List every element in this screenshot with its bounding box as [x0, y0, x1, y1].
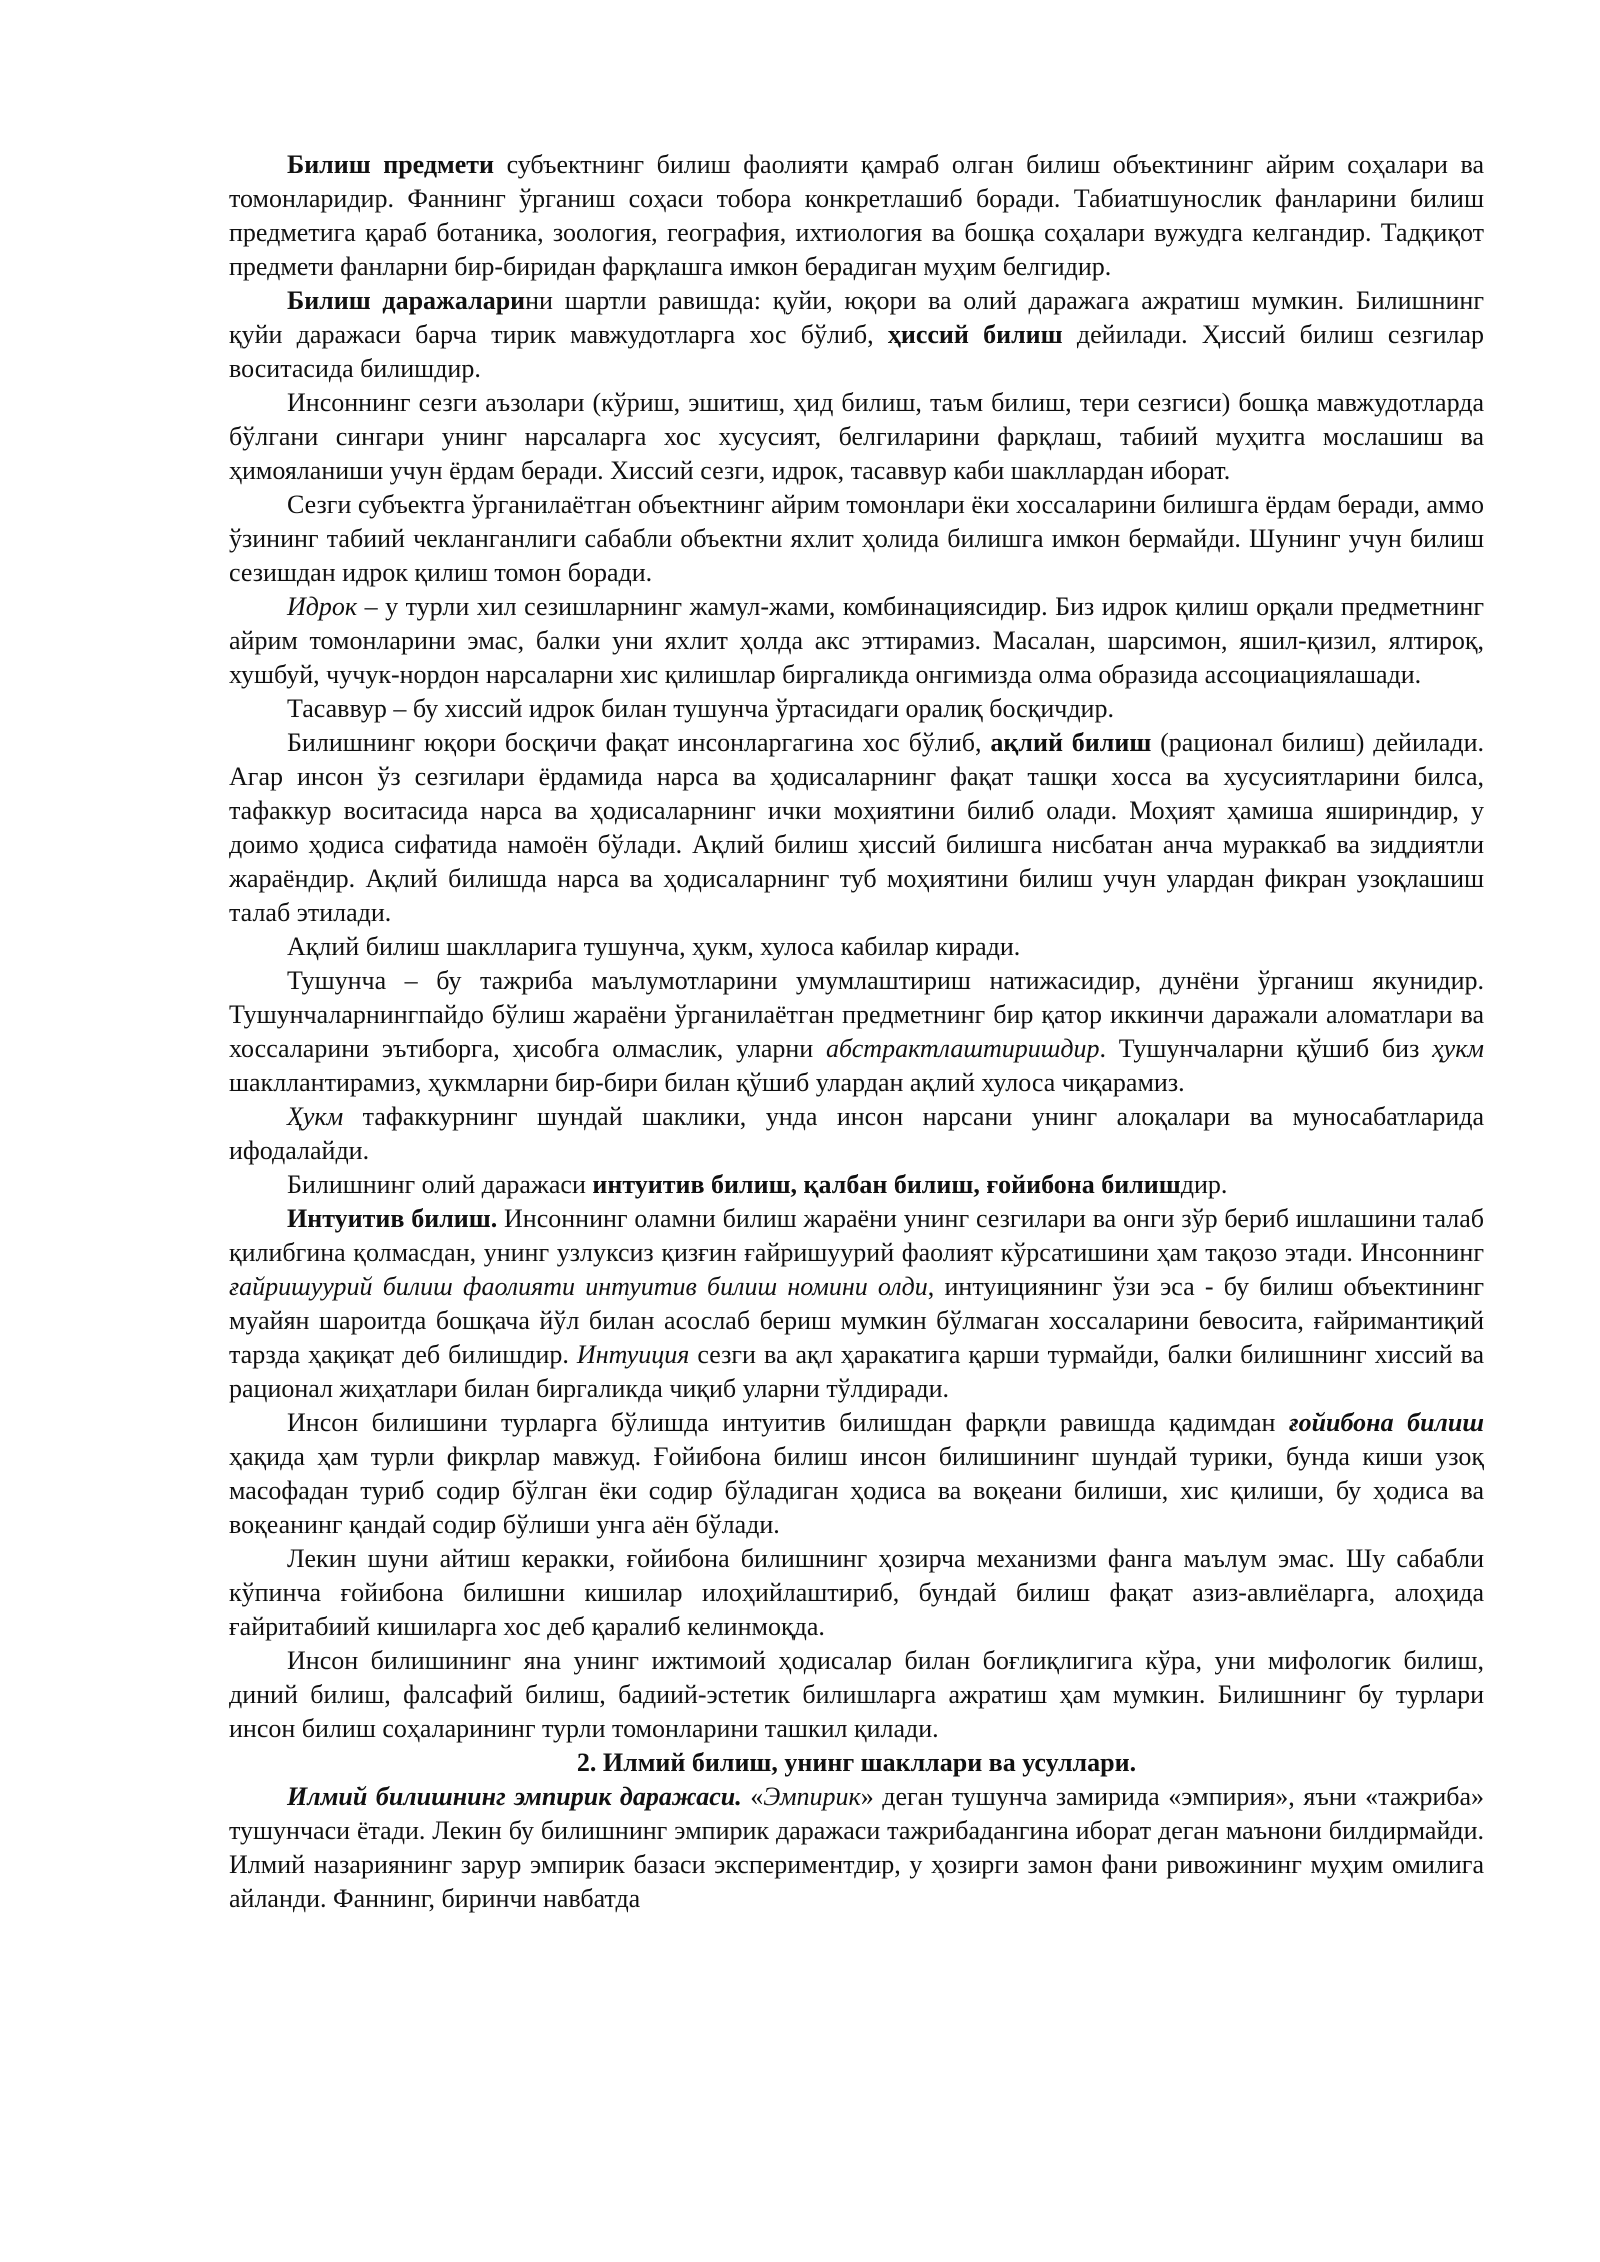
body-text: тафаккурнинг шундай шаклики, унда инсон нарсани унинг алоқалари ва муносабатларида ифодалайди. [229, 1102, 1484, 1165]
body-text: субъектнинг билиш фаолияти қамраб олган билиш объектининг айрим соҳалари ва томонларидир. Фаннинг ўрганиш соҳаси тобора конкретлашиб боради. Табиатшунослик фанларини билиш предметига қараб ботаника, зоология, география, ихтиология ва бошқа соҳалари вужудга келгандир. Тадқиқот предмети фанларни бир-биридан фарқлашга имкон берадиган муҳим белгидир. [229, 150, 1484, 281]
body-text: Билишнинг юқори босқичи фақат инсонларгагина хос бўлиб, [287, 728, 991, 757]
body-text: Инсоннинг сезги аъзолари (кўриш, эшитиш, ҳид билиш, таъм билиш, тери сезгиси) бошқа мавжудотларда бўлгани сингари унинг нарсаларга хос хусусият, белгиларини фарқлаш, табиий муҳитга мослашиш ва ҳимояланиши учун ёрдам беради. Хиссий сезги, идрок, тасаввур каби шакллардан иборат. [229, 388, 1484, 485]
body-text: дейилади. Ҳиссий билиш сезгилар воситасида билишдир. [229, 320, 1484, 383]
paragraph [229, 692, 1484, 726]
emphasis-text: Ҳукм [287, 1102, 344, 1131]
paragraph [229, 1202, 1484, 1406]
paragraph [229, 386, 1484, 488]
body-text: – у турли хил сезишларнинг жамул-жами, комбинациясидир. Биз идрок қилиш орқали предметнинг айрим томонларини эмас, балки уни яхлит ҳолда акс эттирамиз. Масалан, шарсимон, яшил-қизил, ялтироқ, хушбуй, чучук-нордон нарсаларни хис қилишлар биргаликда онгимизда олма образида ассоциациялашади. [229, 592, 1484, 689]
emphasis-text: ғайришуурий билиш фаолияти интуитив билиш номини олди [229, 1272, 928, 1301]
emphasis-text: Илмий билишнинг эмпирик даражаси. [287, 1782, 742, 1811]
body-text: Инсон билишининг яна унинг ижтимоий ҳодисалар билан боғлиқлигига кўра, уни мифологик билиш, диний билиш, фалсафий билиш, бадиий-эстетик билишларга ажратиш ҳам мумкин. Билишнинг бу турлари инсон билиш соҳаларининг турли томонларини ташкил қилади. [229, 1646, 1484, 1743]
paragraph [229, 148, 1484, 284]
emphasis-text: Билиш предмети [287, 150, 495, 179]
emphasis-text: интуитив билиш, қалбан билиш, ғойибона билиш [592, 1170, 1181, 1199]
body-text: Сезги субъектга ўрганилаётган объектнинг айрим томонлари ёки хоссаларини билишга ёрдам беради, аммо ўзининг табиий чекланганлиги сабабли объектни яхлит ҳолида билишга имкон бермайди. Шунинг учун билиш сезишдан идрок қилиш томон боради. [229, 490, 1484, 587]
body-text: сезги ва ақл ҳаракатига қарши турмайди, балки билишнинг хиссий ва рационал жиҳатлари билан биргаликда чиқиб уларни тўлдиради. [229, 1340, 1484, 1403]
body-text: Билишнинг олий даражаси [287, 1170, 593, 1199]
body-text: ҳақида ҳам турли фикрлар мавжуд. Ғойибона билиш инсон билишининг шундай турики, бунда киши узоқ масофадан туриб содир бўлган ёки содир бўладиган ҳодиса ва воқеани билиши, хис қилиши, бу ҳодиса ва воқеанинг қандай содир бўлиши унга аён бўлади. [229, 1442, 1484, 1539]
paragraph [229, 726, 1484, 930]
document-page [229, 148, 1484, 1916]
paragraph [229, 930, 1484, 964]
emphasis-text: Билиш даражалари [287, 286, 526, 315]
body-text: « [741, 1782, 764, 1811]
emphasis-text: Интуиция [576, 1340, 690, 1369]
paragraph [229, 1542, 1484, 1644]
body-text: Инсон билишини турларга бўлишда интуитив билишдан фарқли равишда қадимдан [287, 1408, 1289, 1437]
emphasis-text: ҳиссий билиш [887, 320, 1063, 349]
last-paragraph [229, 1780, 1484, 1916]
paragraph [229, 1100, 1484, 1168]
body-text: (рационал билиш) дейилади. Агар инсон ўз сезгилари ёрдамида нарса ва ҳодисаларнинг фақат ташқи хосса ва хусусиятларини билса, тафаккур воситасида нарса ва ҳодисаларнинг ички моҳиятини билиб олади. Моҳият ҳамиша яшириндир, у доимо ҳодиса сифатида намоён бўлади. Ақлий билиш ҳиссий билишга нисбатан анча мураккаб ва зиддиятли жараёндир. Ақлий билишда нарса ва ҳодисаларнинг туб моҳиятини билиш учун улардан фикран узоқлашиш талаб этилади. [229, 728, 1485, 927]
paragraph [229, 590, 1484, 692]
body-text: , интуициянинг ўзи эса - бу билиш объектининг муайян шароитда бошқача йўл билан асослаб бериш мумкин бўлмаган хоссаларини бевосита, ғайримантиқий тарзда ҳақиқат деб билишдир. [229, 1272, 1484, 1369]
document-body [229, 148, 1484, 1746]
body-text: Ақлий билиш шаклларига тушунча, ҳукм, хулоса кабилар киради. [287, 932, 1021, 961]
body-text: дир. [1180, 1170, 1228, 1199]
section-heading: 2. Илмий билиш, унинг шакллари ва усуллари. [576, 1748, 1137, 1777]
body-text: Инсоннинг оламни билиш жараёни унинг сезгилари ва онги зўр бериб ишлашини талаб қилибгина қолмасдан, унинг узлуксиз қизғин ғайришуурий фаолият кўрсатишини ҳам тақозо этади. Инсоннинг [229, 1204, 1484, 1267]
paragraph [229, 1168, 1484, 1202]
emphasis-text: абстрактлаштиришдир [826, 1034, 1100, 1063]
emphasis-text: ғойибона билиш [1288, 1408, 1484, 1437]
body-text: . Тушунчаларни қўшиб биз [1099, 1034, 1433, 1063]
body-text: Тушунча – бу тажриба маълумотларини умумлаштириш натижасидир, дунёни ўрганиш якунидир. Тушунчаларнингпайдо бўлиш жараёни ўрганилаётган предметнинг бир қатор иккинчи даражали аломатлари ва хоссаларини эътиборга, ҳисобга олмаслик, уларни [229, 966, 1484, 1063]
emphasis-text: Эмпирик [763, 1782, 861, 1811]
emphasis-text: Интуитив билиш. [287, 1204, 498, 1233]
body-text: шакллантирамиз, ҳукмларни бир-бири билан қўшиб улардан ақлий хулоса чиқарамиз. [229, 1068, 1185, 1097]
paragraph [229, 964, 1484, 1100]
emphasis-text: Идрок [287, 592, 358, 621]
paragraph [229, 284, 1484, 386]
paragraph [229, 1406, 1484, 1542]
body-text: Лекин шуни айтиш керакки, ғойибона билишнинг ҳозирча механизми фанга маълум эмас. Шу сабабли кўпинча ғойибона билишни кишилар илоҳийлаштириб, бундай билиш фақат азиз-авлиёларга, алоҳида ғайритабиий кишиларга хос деб қаралиб келинмоқда. [229, 1544, 1484, 1641]
emphasis-text: ақлий билиш [990, 728, 1152, 757]
paragraph [229, 1644, 1484, 1746]
body-text: Тасаввур – бу хиссий идрок билан тушунча ўртасидаги оралиқ босқичдир. [287, 694, 1114, 723]
body-text: ни шартли равишда: қуйи, юқори ва олий даражага ажратиш мумкин. Билишнинг қуйи даражаси барча тирик мавжудотларга хос бўлиб, [229, 286, 1484, 349]
paragraph [229, 488, 1484, 590]
body-text: » деган тушунча замирида «эмпирия», яъни «тажриба» тушунчаси ётади. Лекин бу билишнинг эмпирик даражаси тажрибадангина иборат деган маънони билдирмайди. Илмий назариянинг зарур эмпирик базаси экспериментдир, у ҳозирги замон фани ривожининг муҳим омилига айланди. Фаннинг, биринчи навбатда [229, 1782, 1484, 1913]
emphasis-text: ҳукм [1432, 1034, 1484, 1063]
